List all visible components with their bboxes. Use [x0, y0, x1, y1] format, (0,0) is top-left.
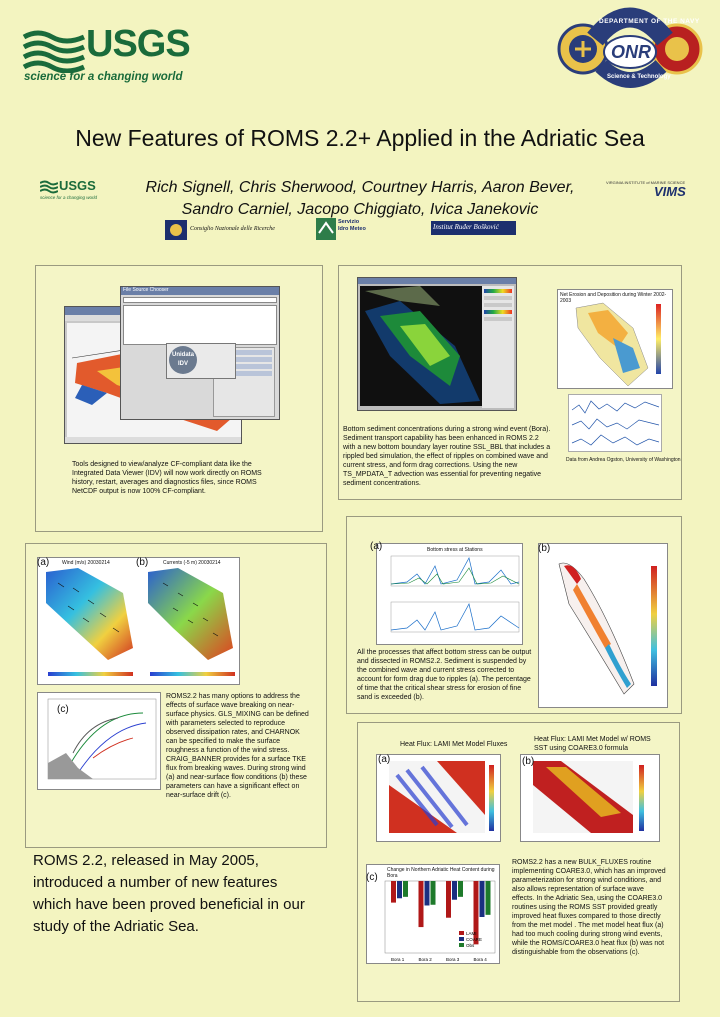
onr-logo — [555, 4, 705, 94]
bar-coare-2 — [425, 881, 430, 905]
erosion-map-title: Net Erosion and Deposition during Winter 2002-2003 — [560, 292, 667, 304]
idv-statusbar — [65, 437, 242, 443]
onr-inner-text: ONR — [611, 42, 651, 62]
sed-row — [484, 303, 512, 307]
data-credit: Data from Andrea Ogston, University of Washington — [566, 457, 681, 463]
vims-mark: VIMS — [654, 184, 686, 199]
onr-outer-text: DEPARTMENT OF THE NAVY — [599, 18, 700, 25]
usgs-small-wave-icon — [40, 180, 58, 194]
heat-title-a: Heat Flux: LAMI Met Model Fluxes — [400, 741, 508, 748]
heat-bars — [367, 865, 501, 965]
drift-plot — [37, 692, 161, 790]
usgs-small-logo — [40, 178, 98, 204]
legend-label: COARE — [466, 937, 483, 942]
bar-category-label: Bora 4 — [473, 957, 487, 962]
usgs-tagline: science for a changing world — [24, 71, 183, 83]
sed-colorbar — [484, 310, 512, 314]
poster-title: New Features of ROMS 2.2+ Applied in the Adriatic Sea — [75, 125, 645, 151]
cnr-emblem-icon — [165, 220, 187, 240]
bar-lami-3 — [446, 881, 451, 918]
stress-exceedance-map — [539, 544, 669, 709]
stress-chart-title: Bottom stress at Stations — [427, 547, 483, 553]
usgs-logo — [22, 23, 190, 85]
chooser-file-list[interactable] — [123, 305, 277, 345]
legend-swatch — [459, 937, 464, 941]
smr-emblem-icon — [316, 218, 336, 240]
chooser-url-field[interactable] — [123, 297, 277, 303]
sed-row — [484, 296, 512, 300]
bar-coare-4 — [480, 881, 485, 917]
bar-lami-2 — [419, 881, 424, 927]
vims-logo — [606, 180, 706, 200]
cnr-logo — [165, 220, 285, 242]
timeseries-plot — [568, 394, 662, 452]
irb-text: Institut Ruđer Bošković — [433, 223, 499, 231]
authors-line1: Rich Signell, Chris Sherwood, Courtney Harris, Aaron Bever, — [145, 179, 575, 196]
summary-text: ROMS 2.2, released in May 2005, introduced a number of new features which have been proved beneficial in our study of the Adriatic Sea. — [33, 852, 305, 935]
sed-titlebar — [358, 278, 516, 284]
onr-bottom-text: Science & Technology — [607, 74, 671, 80]
bar-obs-4 — [486, 881, 491, 915]
timeseries-lines — [569, 395, 663, 453]
bar-category-label: Bora 1 — [391, 957, 405, 962]
usgs-small-tagline: science for a changing world — [40, 195, 98, 200]
heat-bar-title: Change in Northern Adriatic Heat Content during Bora — [387, 867, 495, 879]
usgs-wave-icon — [22, 27, 86, 73]
sediment-3d-view — [357, 277, 517, 411]
vims-text: VIRGINIA INSTITUTE of MARINE SCIENCE — [606, 180, 686, 185]
stress-label-b: (b) — [538, 543, 551, 554]
irb-logo — [431, 221, 516, 235]
wind-label-a: (a) — [37, 557, 50, 568]
heat-bar-chart — [366, 864, 500, 964]
bar-obs-2 — [431, 881, 436, 905]
heat-title-b: Heat Flux: LAMI Met Model w/ ROMS SST using COARE3.0 formula — [534, 736, 651, 752]
smr-text: Servizio Idro Meteo — [338, 219, 366, 232]
bar-category-label: Bora 3 — [446, 957, 460, 962]
idv-badge: Unidata IDV — [169, 346, 197, 374]
idv-splash — [166, 343, 236, 379]
sed-row — [484, 317, 512, 321]
bar-coare-1 — [397, 881, 402, 898]
erosion-map-plot — [558, 298, 674, 390]
wind-current-maps — [38, 558, 241, 686]
bar-coare-3 — [452, 881, 457, 900]
heat-map-a — [376, 754, 501, 842]
stress-caption: All the processes that affect bottom stress can be output and dissected in ROMS2.2. Sediment is suspended by the combined wave and current stress corrected to account for form drag due to ripples (a). The percentage of time that the critical shear stress for erosion of fine sand is exceeded (b). — [357, 649, 532, 701]
wind-label-b: (b) — [136, 557, 149, 568]
legend-label: Obs — [466, 943, 475, 948]
wind-map-b-title: Currents (-5 m) 20030214 — [163, 560, 221, 566]
stress-label-a: (a) — [370, 541, 383, 552]
sed-colorbar — [484, 289, 512, 293]
heat-flux-map-a — [377, 755, 502, 843]
bar-obs-3 — [458, 881, 463, 897]
wind-label-c: (c) — [57, 704, 69, 715]
legend-swatch — [459, 943, 464, 947]
legend-label: LAMI — [466, 931, 477, 936]
heat-flux-map-b — [521, 755, 661, 843]
heat-label-c: (c) — [366, 872, 378, 883]
legend-swatch — [459, 931, 464, 935]
idv-caption: Tools designed to view/analyze CF-compliant data like the Integrated Data Viewer (IDV) will now work directly on ROMS history, restart, averages and diagnostics files, since ROMS NetCDF output is now 100% CF-compliant. — [72, 461, 262, 495]
cnr-text: Consiglio Nazionale delle Ricerche — [190, 226, 275, 232]
heat-caption: ROMS2.2 has a new BULK_FLUXES routine implementing COARE3.0, which has an improved parameterization for strong wind conditions, and also allows representation of surface wave effects. In the Adriatic Sea, using the COARE3.0 routines using the ROMS SST provided greatly improved heat fluxes compared to those directly from the met model . The met model heat flux (a) had too much cooling during strong wind events, while the ROMS/COARE3.0 heat flux (b) was not distinguishable from the observations (c). — [512, 859, 666, 956]
usgs-name: USGS — [86, 23, 190, 65]
bar-lami-1 — [391, 881, 396, 903]
authors-line2: Sandro Carniel, Jacopo Chiggiato, Ivica Janekovic — [181, 201, 539, 218]
bar-category-label: Bora 2 — [418, 957, 432, 962]
heat-map-b — [520, 754, 660, 842]
heat-label-b: (b) — [522, 756, 535, 767]
stress-chart — [376, 543, 523, 645]
wind-map-a-title: Wind (m/s) 20030214 — [62, 560, 110, 566]
sediment-3d-map — [360, 286, 484, 406]
stress-timeseries — [377, 544, 524, 644]
heat-label-a: (a) — [378, 754, 391, 765]
wind-maps — [37, 557, 240, 685]
sed-legend-panel — [482, 286, 514, 408]
erosion-map — [557, 289, 673, 389]
smr-logo — [316, 218, 376, 242]
usgs-small-name: USGS — [59, 178, 96, 193]
sediment-caption: Bottom sediment concentrations during a strong wind event (Bora). Sediment transport capability has been enhanced in ROMS 2.2 with a new bottom boundary layer routine SSL_BBL that includes a rippled bed simulation, the effect of ripples on combined wave and current stress, and form drag corrections. Using the new TS_MPDATA_T advection was essential for preventing negative sediment concentrations. — [343, 426, 551, 487]
bar-obs-1 — [403, 881, 408, 897]
wind-caption: ROMS2.2 has many options to address the effects of surface wave breaking on near-surface physics. GLS_MIXING can be defined with parameters selected to reproduce observed dissipation rates, and CHARNOK can be specified to make the surface roughness a function of the wind stress. CRAIG_BANNER provides for a surface TKE flux from breaking waves. During strong wind (a) and near-surface flow conditions (b) these parameters can have a significant effect on near-surface drift (c). — [166, 693, 309, 799]
chooser-titlebar: File Source Chooser — [121, 287, 279, 295]
stress-map — [538, 543, 668, 708]
